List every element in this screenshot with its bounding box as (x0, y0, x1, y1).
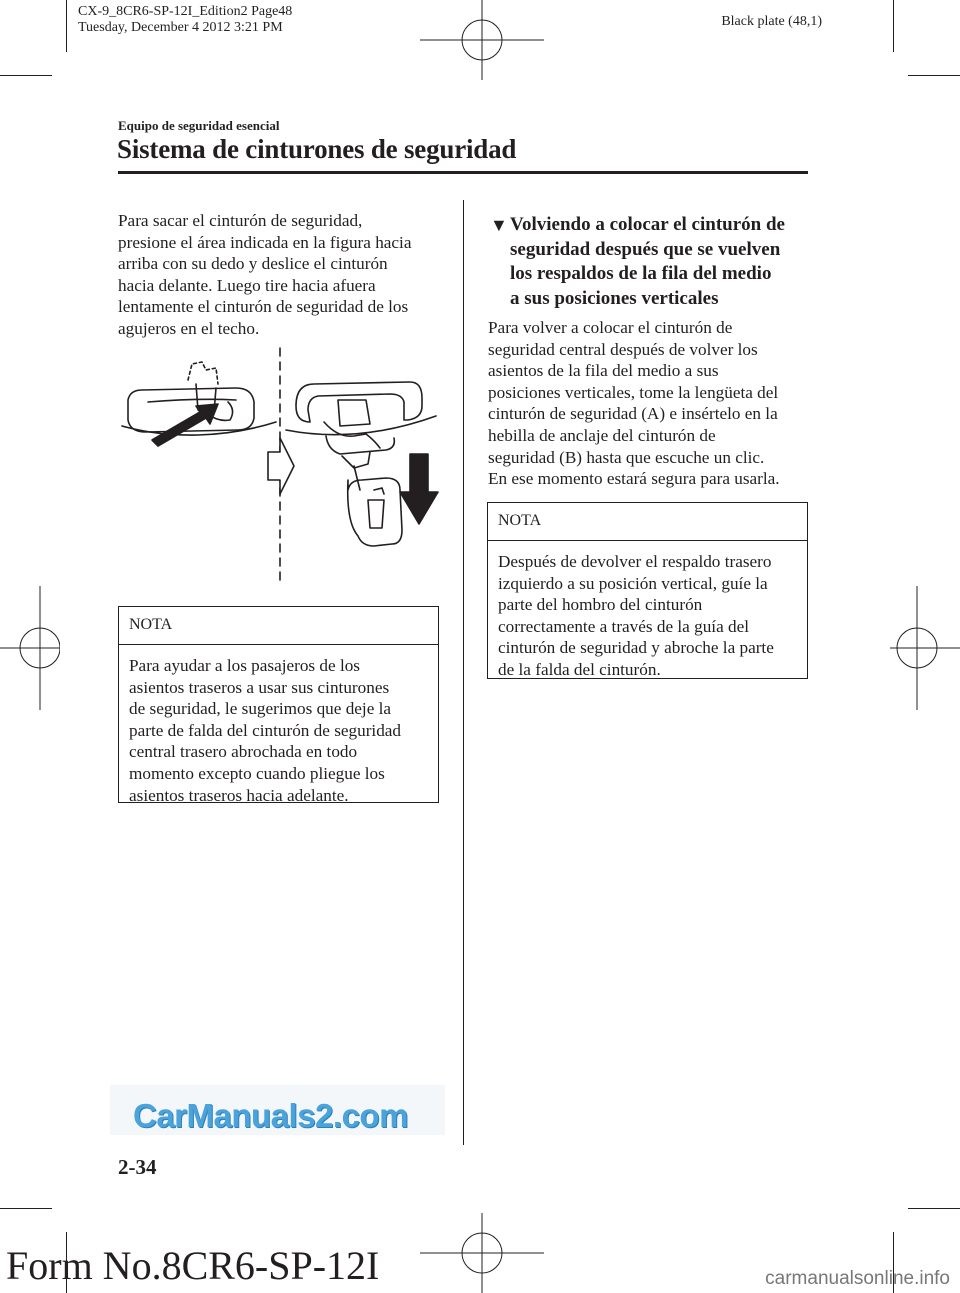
print-header-date: Tuesday, December 4 2012 3:21 PM (78, 20, 283, 35)
black-plate-label: Black plate (48,1) (721, 14, 822, 29)
section-label: Equipo de seguridad esencial (118, 118, 280, 133)
registration-mark-top (420, 0, 544, 80)
crop-mark (66, 0, 67, 52)
nota-box-left (118, 606, 439, 803)
column-divider (463, 200, 464, 1145)
crop-mark (908, 1208, 960, 1209)
page-number: 2-34 (118, 1155, 157, 1179)
print-header (78, 4, 292, 36)
crop-mark (0, 1208, 52, 1209)
subheading-text: Volviendo a colocar el cinturón de seguridad después que se vuelven los respaldos de la fila del medio a sus posiciones verticales (510, 214, 785, 309)
watermark-logo[interactable]: CarManuals2.com (133, 1097, 408, 1134)
crop-mark (908, 75, 960, 76)
crop-mark (0, 75, 52, 76)
print-header-file: CX-9_8CR6-SP-12I_Edition2 Page48 (78, 4, 293, 19)
title-rule (118, 171, 808, 174)
registration-mark-bottom (420, 1213, 544, 1293)
nota-label: NOTA (119, 607, 438, 645)
nota-box-right (487, 502, 808, 679)
footer-site-link[interactable]: carmanualsonline.info (765, 1268, 950, 1289)
nota-text: Para ayudar a los pasajeros de los asientos traseros a usar sus cinturones de seguridad, le sugerimos que deje la parte de falda del cinturón de seguridad central trasero abrochada en todo momento excepto cuando pliegue los asientos traseros hacia adelante. (129, 656, 402, 805)
subheading (490, 213, 810, 311)
left-paragraph: Para sacar el cinturón de seguridad, presione el área indicada en la figura hacia arriba con su dedo y deslice el cinturón hacia delante. Luego tire hacia afuera lentamente el cinturón de seguridad de los agujeros en el techo. (118, 211, 412, 338)
nota-label: NOTA (488, 503, 807, 541)
nota-text: Después de devolver el respaldo trasero izquierdo a su posición vertical, guíe la parte del hombro del cinturón correctamente a través de la guía del cinturón de seguridad y abroche la parte de la falda del cinturón. (498, 552, 774, 679)
seatbelt-removal-illustration (118, 340, 448, 588)
crop-mark (893, 0, 894, 52)
right-paragraph: Para volver a colocar el cinturón de seguridad central después de volver los asientos de la fila del medio a sus posiciones verticales, tome la lengüeta del cinturón de seguridad (A) e insértelo en la hebilla de anclaje del cinturón de seguridad (B) hasta que escuche un clic. En ese momento estará segura para usarla. (488, 318, 780, 489)
registration-mark-left (0, 586, 60, 710)
triangle-marker-icon: ▼ (490, 215, 508, 235)
page-title: Sistema de cinturones de seguridad (117, 134, 517, 164)
form-number: Form No.8CR6-SP-12I (6, 1243, 380, 1288)
registration-mark-right (890, 586, 960, 710)
